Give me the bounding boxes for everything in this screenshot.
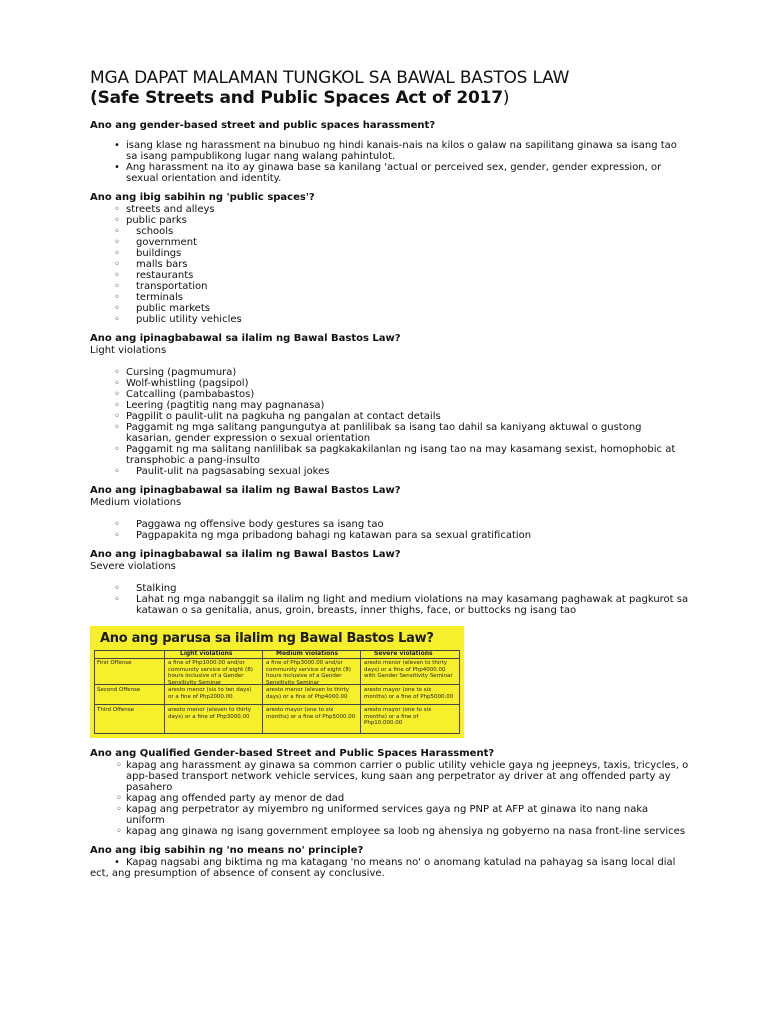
question-no-means-no: Ano ang ibig sabihin ng 'no means no' principle? [90, 845, 364, 856]
list-item: ◦ Pagpilit o paulit-ulit na pagkuha ng pangalan at contact details [90, 411, 690, 422]
table-rule [262, 650, 263, 734]
gbsh-list [90, 140, 690, 184]
list-item: ◦ malls bars [90, 259, 690, 270]
qualified-list [90, 760, 690, 837]
table-rule [94, 733, 460, 734]
table-rule [94, 658, 460, 659]
list-item: ◦ public utility vehicles [90, 314, 690, 325]
table-rule [94, 650, 95, 734]
list-item: ◦ public parks [90, 215, 690, 226]
list-item: ◦ kapag ang offended party ay menor de dad [90, 793, 690, 804]
table-rule [360, 650, 361, 734]
list-item: ◦ Paggawa ng offensive body gestures sa isang tao [90, 519, 690, 530]
table-rule [94, 704, 460, 705]
question-public-spaces: Ano ang ibig sabihin ng 'public spaces'? [90, 192, 315, 203]
penalty-table-title: Ano ang parusa sa ilalim ng Bawal Bastos Law? [100, 631, 434, 646]
list-item: ◦ Lahat ng mga nabanggit sa ilalim ng light and medium violations na may kasamang paghawak at pagkurot sa katawan o sa genitalia, anus, groin, breasts, inner thighs, face, or buttocks ng isang tao [90, 594, 690, 616]
public-spaces-list [90, 204, 690, 325]
table-cell: Third Offense [97, 707, 135, 713]
list-item: ◦ public markets [90, 303, 690, 314]
no-means-no-trailing: ect, ang presumption of absence of consent ay conclusive. [90, 868, 385, 879]
question-gbsh: Ano ang gender-based street and public spaces harassment? [90, 120, 436, 131]
table-cell: a fine of Php1000.00 and/or community service of eight (8) hours inclusive of a Gender Sensitivity Seminar [168, 660, 253, 686]
document-page [90, 68, 690, 879]
list-item: ◦ kapag ang harassment ay ginawa sa common carrier o public utility vehicle gaya ng jeepneys, taxis, tricycles, o app-based transport network vehicle services, kung saan ang perpetrator ay driver at ang offended party ay pasahero [90, 760, 690, 793]
table-rule [164, 650, 165, 734]
list-item: ◦ Stalking [90, 583, 690, 594]
medium-violations-label: Medium violations [90, 497, 182, 508]
table-cell: aresto menor (eleven to thirty days) or a fine of Php3000.00 [168, 707, 252, 720]
table-rule [459, 650, 460, 734]
table-header: Medium violations [276, 650, 339, 657]
list-item: ◦ Cursing (pagmumura) [90, 367, 690, 378]
question-light: Ano ang ipinagbabawal sa ilalim ng Bawal Bastos Law? [90, 333, 401, 344]
table-cell: a fine of Php3000.00 and/or community service of eight (8) hours inclusive of a Gender Sensitivity Seminar [266, 660, 351, 686]
table-cell: aresto menor (six to ten days) or a fine of Php2000.00 [168, 687, 252, 700]
table-cell: First Offense [97, 660, 132, 666]
table-cell: aresto mayor (one to six months) or a fine of Php5000.00 [364, 687, 454, 700]
list-item: • isang klase ng harassment na binubuo ng hindi kanais-nais na kilos o galaw na sapilitang ginawa sa isang tao sa isang pampublikong lugar nang walang pahintulot. [90, 140, 690, 162]
table-cell: aresto mayor (one to six months) or a fine of Php5000.00 [266, 707, 356, 720]
list-item: ◦ Pagpapakita ng mga pribadong bahagi ng katawan para sa sexual gratification [90, 530, 690, 541]
list-item: ◦ Paulit-ulit na pagsasabing sexual jokes [90, 466, 690, 477]
document-subtitle: (Safe Streets and Public Spaces Act of 2017) [90, 88, 510, 108]
list-item: ◦ Wolf-whistling (pagsipol) [90, 378, 690, 389]
list-item: ◦ terminals [90, 292, 690, 303]
severe-violations-list [90, 583, 690, 616]
list-item: ◦ streets and alleys [90, 204, 690, 215]
light-violations-label: Light violations [90, 345, 167, 356]
list-item: • Ang harassment na ito ay ginawa base sa kanilang 'actual or perceived sex, gender, gender expression, or sexual orientation and identity. [90, 162, 690, 184]
document-title: MGA DAPAT MALAMAN TUNGKOL SA BAWAL BASTOS LAW [90, 68, 570, 88]
no-means-no-list [90, 857, 690, 868]
penalty-table-grid [94, 650, 460, 734]
table-cell: aresto mayor (one to six months) or a fine of Php10,000.00 [364, 707, 432, 726]
list-item: ◦ buildings [90, 248, 690, 259]
question-medium: Ano ang ipinagbabawal sa ilalim ng Bawal Bastos Law? [90, 485, 401, 496]
table-cell: aresto menor (eleven to thirty days) or a fine of Php4000.00 [266, 687, 350, 700]
list-item: ◦ kapag ang ginawa ng isang government employee sa loob ng ahensiya ng gobyerno na nasa front-line services [90, 826, 690, 837]
list-item: ◦ government [90, 237, 690, 248]
list-item: ◦ kapag ang perpetrator ay miyembro ng uniformed services gaya ng PNP at AFP at ginawa ito nang naka uniform [90, 804, 690, 826]
table-cell: Second Offense [97, 687, 141, 693]
list-item: • Kapag nagsabi ang biktima ng ma katagang 'no means no' o anomang katulad na pahayag sa isang local dial [90, 857, 690, 868]
penalty-table-image [90, 626, 464, 738]
question-qualified: Ano ang Qualified Gender-based Street and Public Spaces Harassment? [90, 748, 495, 759]
table-header: Light violations [180, 650, 233, 657]
list-item: ◦ restaurants [90, 270, 690, 281]
table-header: Severe violations [374, 650, 433, 657]
light-violations-list [90, 367, 690, 477]
list-item: ◦ Paggamit ng mga salitang pangungutya at panlilibak sa isang tao dahil sa kaniyang aktuwal o gustong kasarian, gender expression o sexual orientation [90, 422, 690, 444]
list-item: ◦ Catcalling (pambabastos) [90, 389, 690, 400]
list-item: ◦ Leering (pagtitig nang may pagnanasa) [90, 400, 690, 411]
question-severe: Ano ang ipinagbabawal sa ilalim ng Bawal Bastos Law? [90, 549, 401, 560]
list-item: ◦ Paggamit ng ma salitang nanlilibak sa pagkakakilanlan ng isang tao na may kasamang sexist, homophobic at transphobic a pang-insulto [90, 444, 690, 466]
list-item: ◦ transportation [90, 281, 690, 292]
severe-violations-label: Severe violations [90, 561, 176, 572]
table-cell: aresto menor (eleven to thirty days) or a fine of Php4000.00 with Gender Sensitivity Seminar [364, 660, 453, 679]
list-item: ◦ schools [90, 226, 690, 237]
medium-violations-list [90, 519, 690, 541]
